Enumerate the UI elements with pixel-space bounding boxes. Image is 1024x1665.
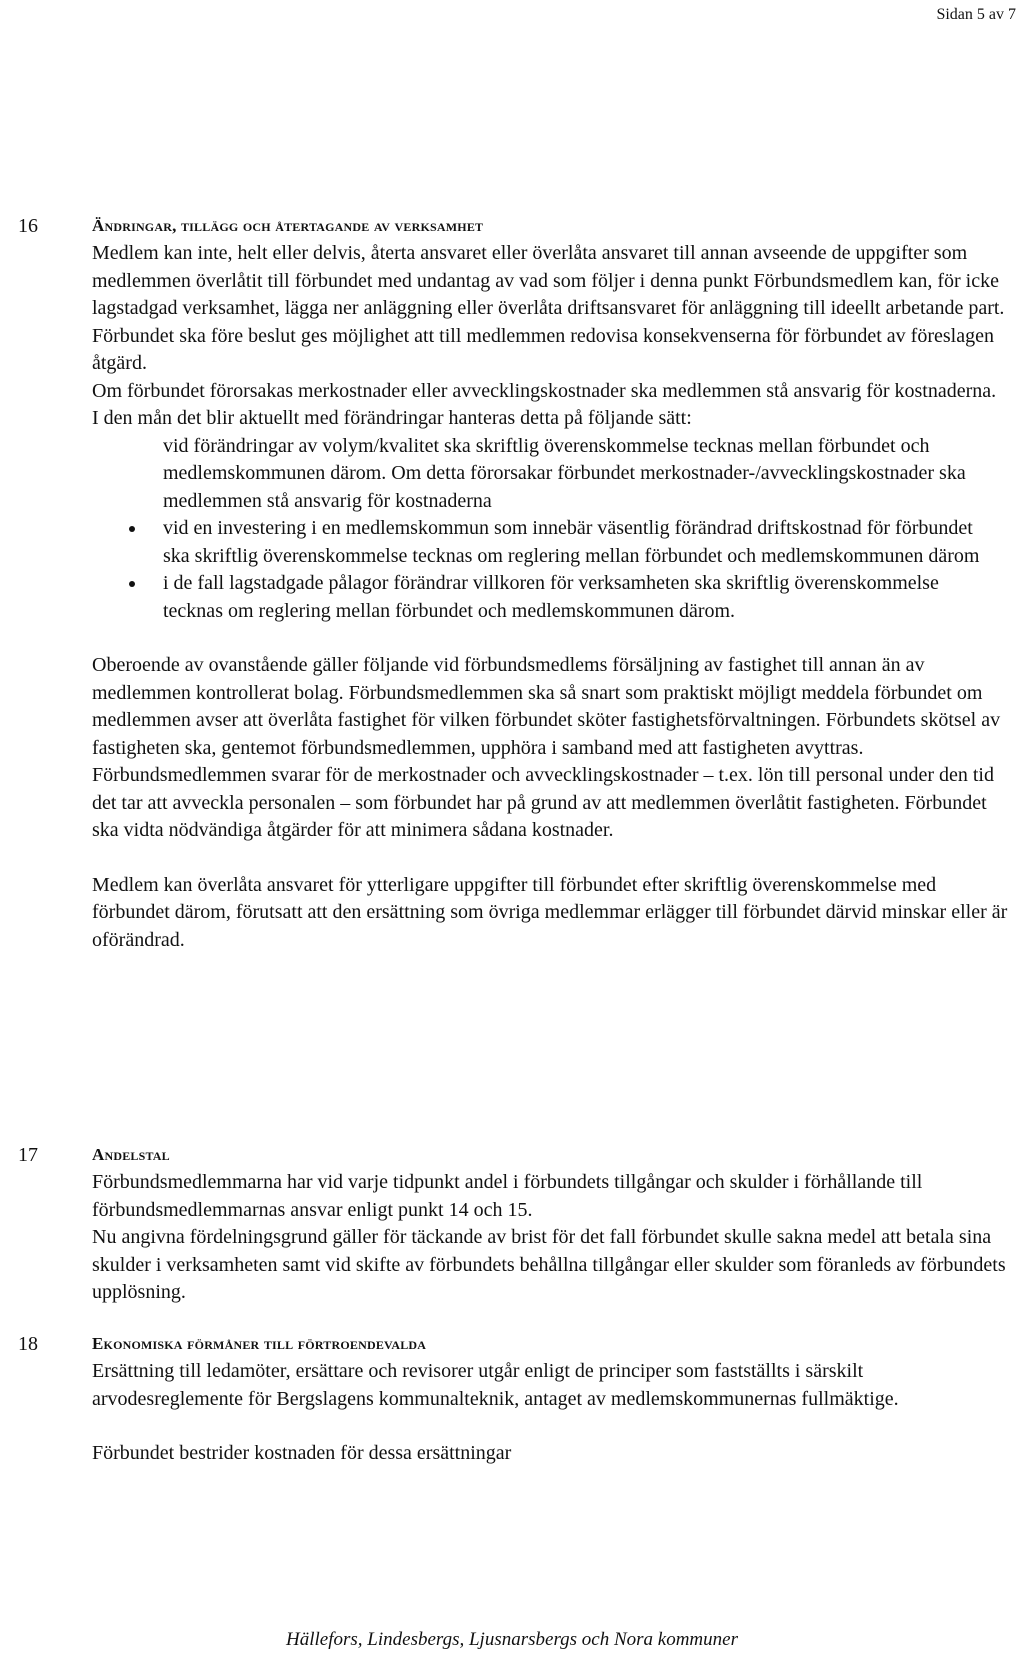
- paragraph: Förbundet bestrider kostnaden för dessa ersättningar: [92, 1442, 512, 1464]
- list-item: [92, 433, 983, 516]
- paragraph: Förbundet ska före beslut ges möjlighet att till medlemmen redovisa konsekvenserna för förbundet av föreslagen åtgärd.: [92, 324, 994, 374]
- section-number: 18: [18, 1333, 38, 1355]
- paragraph: Om förbundet förorsakas merkostnader eller avvecklingskostnader ska medlemmen stå ansvarig för kostnaderna.: [92, 379, 997, 402]
- bullet-list: [92, 433, 1012, 626]
- paragraph: Nu angivna fördelningsgrund gäller för täckande av brist för det fall förbundet skulle sakna medel att betala sina skulder i verksamheten samt vid skifte av förbundets behållna tillgångar eller skulder som föranleds av förbundets upplösning.: [92, 1226, 1006, 1303]
- list-item: [92, 570, 983, 625]
- paragraph: I den mån det blir aktuellt med förändringar hanteras detta på följande sätt:: [92, 407, 692, 429]
- list-item-text: vid förändringar av volym/kvalitet ska skriftlig överenskommelse tecknas mellan förbundet och medlemskommunen därom. Om detta förorsakar förbundet merkostnader-/avvecklingskostnader ska medlemmen stå ansvarig för kostnaderna: [163, 434, 966, 512]
- paragraph: Medlem kan inte, helt eller delvis, återta ansvaret eller överlåta ansvaret till annan avseende de uppgifter som medlemmen överlåtit till förbundet med undantag av vad som följer i denna punkt Förbundsmedlem kan, för icke lagstadgad verksamhet, lägga ner anläggning eller överlåta driftsansvaret för anläggning till ideellt arbetande part.: [92, 242, 1005, 319]
- list-item-text: i de fall lagstadgade pålagor förändrar villkoren för verksamheten ska skriftlig överenskommelse tecknas om reglering mellan förbundet och medlemskommunen därom.: [163, 572, 939, 622]
- page-number: Sidan 5 av 7: [936, 6, 1016, 23]
- paragraph: Förbundsmedlemmarna har vid varje tidpunkt andel i förbundets tillgångar och skulder i förhållande till förbundsmedlemmarnas ansvar enligt punkt 14 och 15.: [92, 1171, 923, 1221]
- section-body: [92, 1358, 1012, 1468]
- section-number: 16: [18, 215, 38, 237]
- section-body: [92, 1169, 1012, 1307]
- section-title: Andelstal: [92, 1145, 170, 1164]
- list-item: [92, 515, 983, 570]
- paragraph: Oberoende av ovanstående gäller följande vid förbundsmedlems försäljning av fastighet till annan än av medlemmen kontrollerat bolag. Förbundsmedlemmen ska så snart som praktiskt möjligt meddela förbundet om medlemmen avser att överlåta fastighet för vilken förbundet sköter fastighetsförvaltningen. Förbundets skötsel av fastigheten ska, gentemot förbundsmedlemmen, upphöra i samband med att fastigheten avyttras. Förbundsmedlemmen svarar för de merkostnader och avvecklingskostnader – t.ex. lön till personal under den tid det tar att avveckla personalen – som förbundet har på grund av att medlemmen överlåtit fastigheten. Förbundet ska vidta nödvändiga åtgärder för att minimera sådana kostnader.: [92, 654, 1001, 841]
- bullet-dot-icon: [129, 581, 135, 587]
- paragraph: Medlem kan överlåta ansvaret för ytterligare uppgifter till förbundet efter skriftlig överenskommelse med förbundet därom, förutsatt att den ersättning som övriga medlemmar erlägger till förbundet därvid minskar eller är oförändrad.: [92, 873, 1008, 951]
- section-body: [92, 240, 1012, 954]
- section-title: Ekonomiska förmåner till förtroendevalda: [92, 1334, 427, 1353]
- bullet-dot-icon: [129, 526, 135, 532]
- section-title: Ändringar, tillägg och återtagande av verksamhet: [92, 216, 484, 235]
- section-number: 17: [18, 1144, 38, 1166]
- page-footer: Hällefors, Lindesbergs, Ljusnarsbergs och Nora kommuner: [286, 1629, 738, 1650]
- list-item-text: vid en investering i en medlemskommun som innebär väsentlig förändrad driftskostnad för förbundet ska skriftlig överenskommelse tecknas om reglering mellan förbundet och medlemskommunen därom: [163, 517, 980, 567]
- paragraph: Ersättning till ledamöter, ersättare och revisorer utgår enligt de principer som fastställts i särskilt arvodesreglemente för Bergslagens kommunalteknik, antaget av medlemskommunernas fullmäktige.: [92, 1360, 899, 1410]
